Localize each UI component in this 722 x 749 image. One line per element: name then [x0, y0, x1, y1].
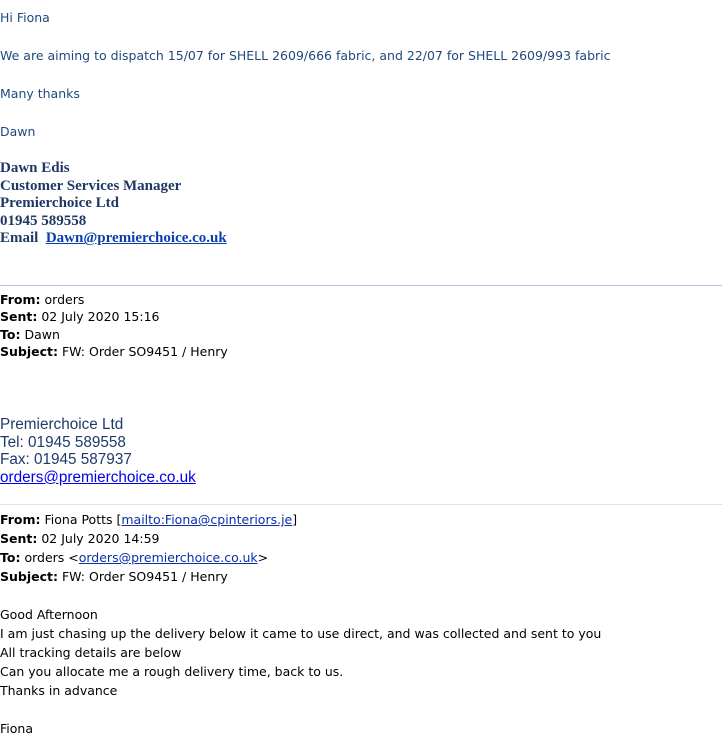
forward1-sent-row: [0, 308, 228, 325]
original-line: Can you allocate me a rough delivery time, back to us.: [0, 664, 344, 679]
reply-thanks: Many thanks: [0, 86, 80, 101]
forward2-to-close: >: [257, 550, 269, 565]
signature-email-link[interactable]: Dawn@premierchoice.co.uk: [45, 230, 227, 247]
forward2-to-label: To:: [0, 550, 21, 565]
forward1-header: [0, 291, 228, 361]
company-tel: Tel: 01945 589558: [0, 433, 126, 451]
forward2-from-link[interactable]: mailto:Fiona@cpinteriors.je: [121, 512, 293, 527]
forward2-from-row: [0, 510, 297, 529]
original-line: All tracking details are below: [0, 645, 182, 660]
forward1-to-label: To:: [0, 326, 21, 342]
forward1-subject-row: [0, 343, 228, 360]
reply-greeting: Hi Fiona: [0, 10, 50, 25]
signature-phone: 01945 589558: [0, 212, 87, 229]
forward2-subject-label: Subject:: [0, 569, 58, 584]
original-sign-name: Fiona: [0, 721, 33, 736]
forward1-from-row: [0, 291, 228, 308]
signature-title: Customer Services Manager: [0, 177, 182, 194]
forward1-from: orders: [44, 292, 85, 307]
signature-email-label: Email: [0, 230, 39, 247]
signature-email-row: [0, 230, 227, 248]
forward1-to: Dawn: [24, 326, 60, 342]
forward2-sent-label: Sent:: [0, 531, 38, 546]
reply-message: We are aiming to dispatch 15/07 for SHELL 2609/666 fabric, and 22/07 for SHELL 2609/993 fabric: [0, 48, 611, 63]
forward2-to-row: [0, 548, 297, 567]
forward2-to-name: orders <: [24, 550, 79, 565]
signature-name: Dawn Edis: [0, 160, 70, 176]
company-email-link[interactable]: orders@premierchoice.co.uk: [0, 468, 196, 486]
forward2-header: [0, 510, 297, 586]
forward2-subject-row: [0, 567, 297, 586]
original-line: Thanks in advance: [0, 683, 118, 698]
forward2-subject: FW: Order SO9451 / Henry: [61, 569, 228, 584]
forward2-from-close: ]: [292, 512, 298, 527]
signature-block: [0, 160, 227, 248]
forward2-to-link[interactable]: orders@premierchoice.co.uk: [78, 550, 258, 565]
separator-2: [0, 504, 722, 505]
forward1-subject: FW: Order SO9451 / Henry: [61, 344, 228, 360]
original-greeting: Good Afternoon: [0, 607, 98, 622]
separator-1: [0, 285, 722, 286]
forward1-to-row: [0, 326, 228, 343]
reply-sign-name: Dawn: [0, 124, 36, 139]
company-name: Premierchoice Ltd: [0, 416, 124, 433]
company-fax: Fax: 01945 587937: [0, 451, 132, 469]
forward2-sent: 02 July 2020 14:59: [41, 531, 160, 546]
forward2-from-label: From:: [0, 512, 41, 527]
forward1-subject-label: Subject:: [0, 344, 58, 360]
forward2-sent-row: [0, 529, 297, 548]
blank-line: [0, 700, 601, 719]
forward1-from-label: From:: [0, 292, 41, 307]
original-message: [0, 605, 601, 738]
original-line: I am just chasing up the delivery below it came to use direct, and was collected and sent to you: [0, 626, 602, 641]
signature-company: Premierchoice Ltd: [0, 195, 119, 212]
company-block: [0, 416, 196, 486]
forward2-from-name: Fiona Potts [: [44, 512, 122, 527]
forward1-sent: 02 July 2020 15:16: [41, 309, 160, 325]
forward1-sent-label: Sent:: [0, 309, 38, 325]
